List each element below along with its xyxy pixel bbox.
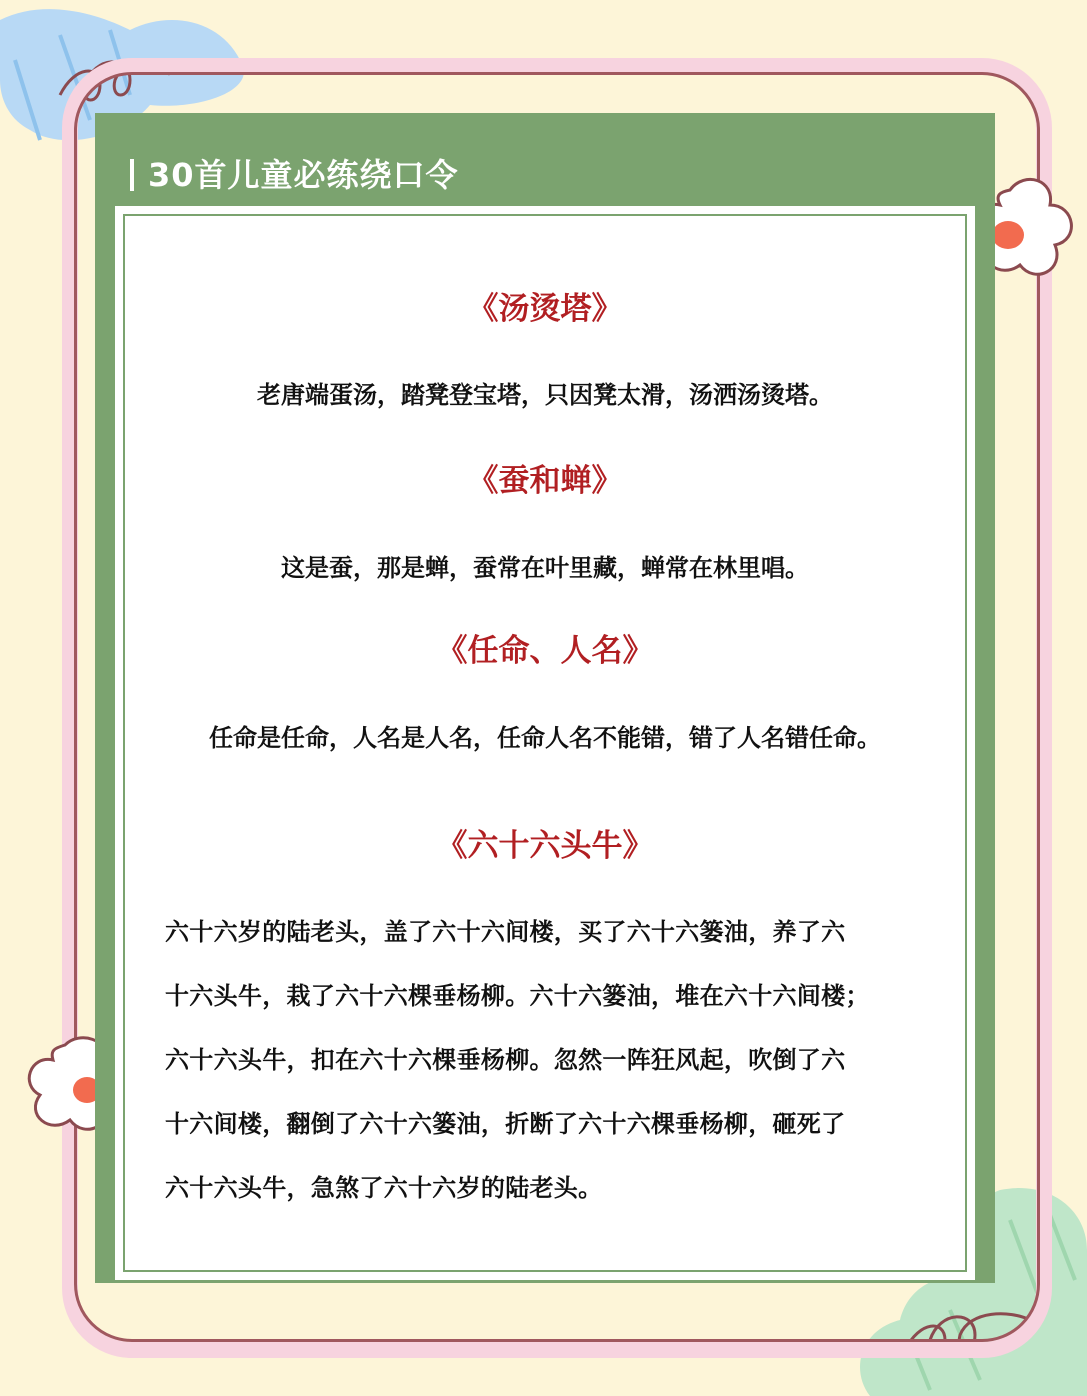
poem-line: 十六间楼，翻倒了六十六篓油，折断了六十六棵垂杨柳，砸死了 (165, 1110, 846, 1138)
poem-heading: 《任命、人名》 (436, 633, 654, 669)
poem-line: 六十六头牛，急煞了六十六岁的陆老头。 (165, 1174, 603, 1202)
poem-heading: 《蚕和蝉》 (467, 463, 623, 499)
poem-line: 六十六头牛，扣在六十六棵垂杨柳。忽然一阵狂风起，吹倒了六 (165, 1046, 846, 1074)
poem-line: 老唐端蛋汤，踏凳登宝塔，只因凳太滑，汤洒汤烫塔。 (257, 381, 833, 409)
poem-line: 六十六岁的陆老头，盖了六十六间楼，买了六十六篓油，养了六 (165, 918, 846, 946)
page-title (130, 150, 459, 196)
poem-line: 十六头牛，栽了六十六棵垂杨柳。六十六篓油，堆在六十六间楼； (165, 982, 870, 1010)
page-title-text: 30首儿童必练绕口令 (148, 156, 459, 194)
title-bar (130, 159, 134, 191)
poem-heading: 《六十六头牛》 (436, 828, 654, 864)
poem-line: 这是蚕，那是蝉，蚕常在叶里藏，蝉常在林里唱。 (281, 554, 809, 582)
poem-line: 任命是任命，人名是人名，任命人名不能错，错了人名错任命。 (209, 724, 881, 752)
poem-heading: 《汤烫塔》 (467, 291, 623, 327)
